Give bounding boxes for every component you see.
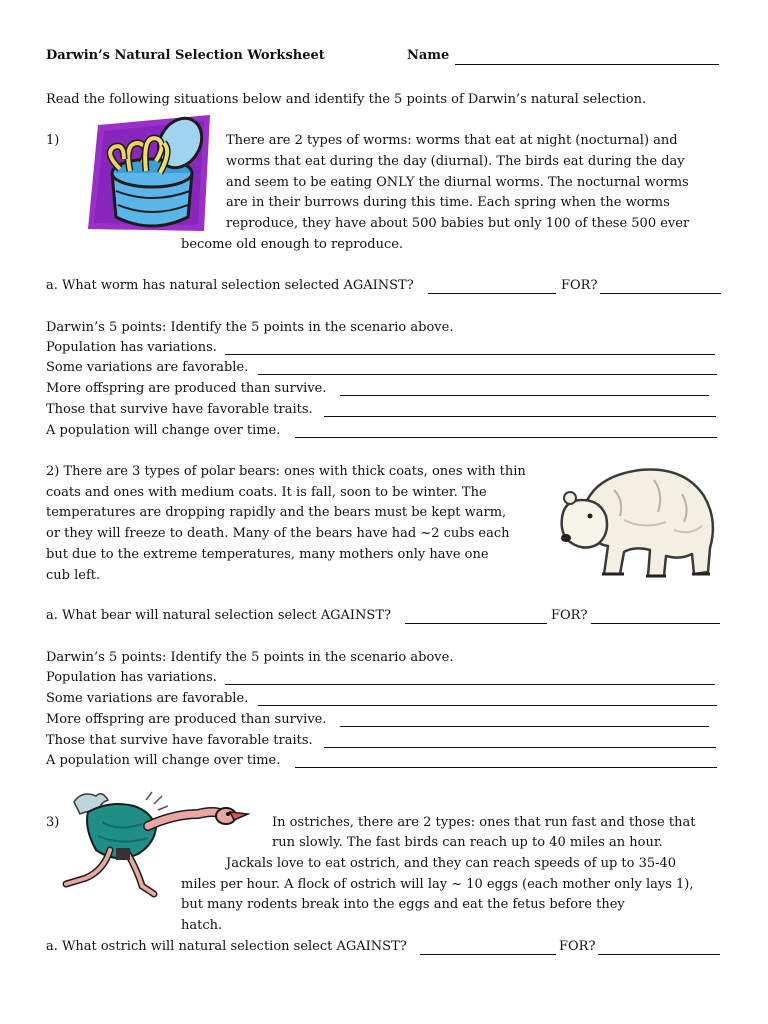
- q1-question: a. What worm has natural selection selected AGAINST?: [46, 278, 414, 293]
- q3-line-2: run slowly. The fast birds can reach up to 40 miles an hour.: [272, 835, 663, 850]
- q3-line-5: but many rodents break into the eggs and eat the fetus before they: [181, 897, 625, 912]
- q2-point-favorable-answer[interactable]: [258, 694, 717, 706]
- q3-for-label: FOR?: [559, 939, 596, 954]
- q2-point-change: A population will change over time.: [46, 753, 281, 768]
- intro-text: Read the following situations below and identify the 5 points of Darwin’s natural selection.: [46, 92, 647, 107]
- q1-line-4: are in their burrows during this time. Each spring when the worms: [226, 195, 670, 210]
- q1-for-label: FOR?: [561, 278, 598, 293]
- q2-question: a. What bear will natural selection select AGAINST?: [46, 608, 391, 623]
- q1-point-offspring: More offspring are produced than survive.: [46, 381, 327, 396]
- q1-point-change: A population will change over time.: [46, 423, 281, 438]
- q1-line-3: and seem to be eating ONLY the diurnal worms. The nocturnal worms: [226, 175, 689, 190]
- q2-point-variations-answer[interactable]: [225, 673, 715, 685]
- q2-point-survive-answer[interactable]: [324, 736, 716, 748]
- q1-point-variations-answer[interactable]: [225, 343, 715, 355]
- q2-line-1: 2) There are 3 types of polar bears: ones with thick coats, ones with thin: [46, 464, 526, 479]
- q2-point-survive: Those that survive have favorable traits.: [46, 733, 313, 748]
- q2-point-change-answer[interactable]: [295, 756, 717, 768]
- q2-point-offspring: More offspring are produced than survive.: [46, 712, 327, 727]
- q3-for-answer[interactable]: [598, 942, 720, 955]
- q2-point-offspring-answer[interactable]: [340, 715, 709, 727]
- q3-line-6: hatch.: [181, 918, 223, 933]
- q1-point-survive: Those that survive have favorable traits.: [46, 402, 313, 417]
- q2-line-3: temperatures are dropping rapidly and the bears must be kept warm,: [46, 505, 507, 520]
- q1-point-favorable-answer[interactable]: [258, 363, 717, 375]
- worksheet-title: Darwin’s Natural Selection Worksheet: [46, 48, 325, 63]
- q1-point-favorable: Some variations are favorable.: [46, 360, 249, 375]
- q1-point-change-answer[interactable]: [295, 426, 717, 438]
- worms-in-can-icon: [84, 113, 212, 237]
- q1-line-1: There are 2 types of worms: worms that eat at night (nocturnal) and: [226, 133, 678, 148]
- q2-line-2: coats and ones with medium coats. It is fall, soon to be winter. The: [46, 485, 487, 500]
- q3-line-3: Jackals love to eat ostrich, and they can reach speeds of up to 35-40: [226, 856, 677, 871]
- q2-line-6: cub left.: [46, 568, 101, 583]
- q1-line-2: worms that eat during the day (diurnal). The birds eat during the day: [226, 154, 685, 169]
- q3-line-1: In ostriches, there are 2 types: ones that run fast and those that: [272, 815, 696, 830]
- q2-point-favorable: Some variations are favorable.: [46, 691, 249, 706]
- q1-for-answer[interactable]: [600, 281, 721, 294]
- polar-bear-icon: [554, 460, 720, 584]
- q2-line-4: or they will freeze to death. Many of the bears have had ~2 cubs each: [46, 526, 510, 541]
- q2-against-answer[interactable]: [405, 611, 547, 624]
- q2-points-intro: Darwin’s 5 points: Identify the 5 points in the scenario above.: [46, 650, 454, 665]
- q1-line-6: become old enough to reproduce.: [181, 237, 404, 252]
- q3-line-4: miles per hour. A flock of ostrich will lay ~ 10 eggs (each mother only lays 1),: [181, 877, 694, 892]
- q1-against-answer[interactable]: [428, 281, 556, 294]
- q3-number: 3): [46, 815, 60, 830]
- q3-question: a. What ostrich will natural selection select AGAINST?: [46, 939, 407, 954]
- q1-number: 1): [46, 133, 60, 148]
- q2-for-label: FOR?: [551, 608, 588, 623]
- q1-point-survive-answer[interactable]: [324, 405, 716, 417]
- q2-line-5: but due to the extreme temperatures, many mothers only have one: [46, 547, 489, 562]
- q1-point-variations: Population has variations.: [46, 340, 217, 355]
- q1-points-intro: Darwin’s 5 points: Identify the 5 points in the scenario above.: [46, 320, 454, 335]
- name-field[interactable]: [455, 52, 719, 65]
- q1-line-5: reproduce, they have about 500 babies but only 100 of these 500 ever: [226, 216, 690, 231]
- q3-against-answer[interactable]: [420, 942, 556, 955]
- q2-for-answer[interactable]: [591, 611, 720, 624]
- name-label: Name: [407, 48, 450, 63]
- q2-point-variations: Population has variations.: [46, 670, 217, 685]
- q1-point-offspring-answer[interactable]: [340, 384, 709, 396]
